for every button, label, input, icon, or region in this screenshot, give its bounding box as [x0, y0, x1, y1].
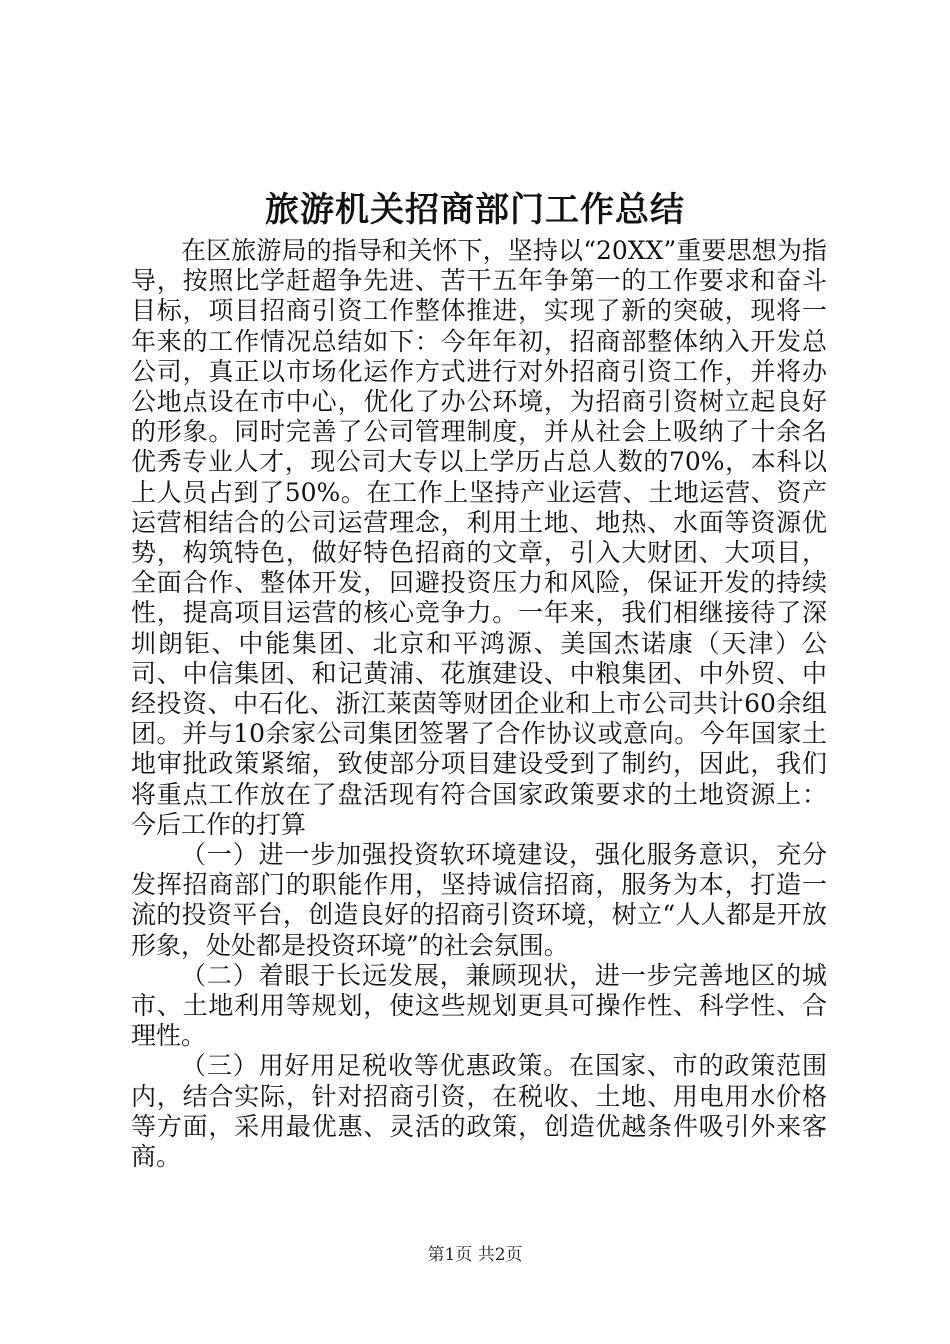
document-title: 旅游机关招商部门工作总结	[265, 190, 685, 230]
paragraph-item-1: （一）进一步加强投资软环境建设，强化服务意识，充分发挥招商部门的职能作用，坚持诚信招商，服务为本，打造一流的投资平台，创造良好的招商引资环境，树立“人人都是开放形象，处处都是投资环境”的社会氛围。	[131, 840, 827, 960]
document-body	[131, 236, 827, 1172]
paragraph-item-2: （二）着眼于长远发展，兼顾现状，进一步完善地区的城市、土地利用等规划，使这些规划更具可操作性、科学性、合理性。	[131, 960, 827, 1051]
page-footer: 第1页 共2页	[427, 1245, 523, 1265]
paragraph-intro: 在区旅游局的指导和关怀下，坚持以“20XX”重要思想为指导，按照比学赶超争先进、苦干五年争第一的工作要求和奋斗目标，项目招商引资工作整体推进，实现了新的突破，现将一年来的工作情况总结如下：今年年初，招商部整体纳入开发总公司，真正以市场化运作方式进行对外招商引资工作，并将办公地点设在市中心，优化了办公环境，为招商引资树立起良好的形象。同时完善了公司管理制度，并从社会上吸纳了十余名优秀专业人才，现公司大专以上学历占总人数的70%，本科以上人员占到了50%。在工作上坚持产业运营、土地运营、资产运营相结合的公司运营理念，利用土地、地热、水面等资源优势，构筑特色，做好特色招商的文章，引入大财团、大项目，全面合作、整体开发，回避投资压力和风险，保证开发的持续性，提高项目运营的核心竞争力。一年来，我们相继接待了深圳朗钜、中能集团、北京和平鸿源、美国杰诺康（天津）公司、中信集团、和记黄浦、花旗建设、中粮集团、中外贸、中经投资、中石化、浙江莱茵等财团企业和上市公司共计60余组团。并与10余家公司集团签署了合作协议或意向。今年国家土地审批政策紧缩，致使部分项目建设受到了制约，因此，我们将重点工作放在了盘活现有符合国家政策要求的土地资源上：今后工作的打算	[131, 236, 827, 839]
paragraph-item-3: （三）用好用足税收等优惠政策。在国家、市的政策范围内，结合实际，针对招商引资，在税收、土地、用电用水价格等方面，采用最优惠、灵活的政策，创造优越条件吸引外来客商。	[131, 1051, 827, 1172]
